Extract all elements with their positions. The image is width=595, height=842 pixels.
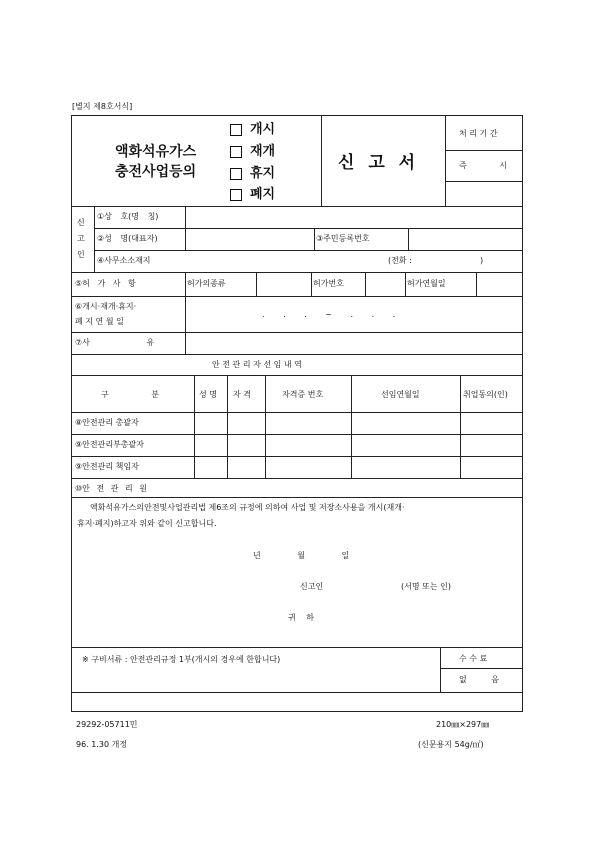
recipient-label: 귀 하: [288, 613, 314, 622]
office-address-label: ④사무소소재지: [97, 256, 151, 265]
dates-label-line1: ⑥개시·재개·휴지·: [75, 302, 137, 311]
option-resume[interactable]: 재개: [230, 144, 275, 159]
col-license-no: 자격증 번호: [282, 390, 324, 399]
fee-label: 수 수 료: [459, 654, 488, 663]
trade-name-label: ①상 호(명 칭): [97, 212, 159, 221]
applicant-side-label-2: 고: [77, 234, 85, 243]
declaration-line1: 액화석유가스의안전및사업관리법 제6조의 규정에 의하여 사업 및 저장소사용을 개시(재개·: [90, 503, 405, 512]
fee-value: 없 음: [459, 675, 499, 684]
option-close[interactable]: 폐지: [230, 187, 275, 202]
form-title-line1: 액화석유가스: [115, 144, 197, 160]
declaration-line2: 휴지·폐지)하고자 위와 같이 신고합니다.: [77, 519, 217, 528]
dates-label-line2: 폐 지 연 월 일: [75, 317, 124, 326]
document-code: 29292-05711민: [76, 720, 138, 729]
paper-size: 210㎜×297㎜: [436, 720, 490, 729]
checkbox-icon[interactable]: [230, 146, 242, 158]
permit-number-label: 허가번호: [313, 279, 344, 288]
checkbox-icon[interactable]: [230, 124, 242, 136]
form-title-line2: 충전사업등의: [115, 164, 197, 180]
col-category: 구 분: [101, 390, 159, 399]
permit-label: ⑤허 가 사 항: [75, 279, 136, 288]
row-safety-staff: ⑩안 전 관 리 원: [75, 484, 147, 493]
col-qualification: 자 격: [233, 390, 251, 399]
reason-label: ⑦사 유: [75, 338, 155, 347]
resident-no-label: ③주민등록번호: [316, 234, 370, 243]
safety-section-title: 안 전 관 리 자 선 임 내 역: [212, 360, 302, 369]
paper-type: (신문용지 54g/㎡): [418, 740, 484, 749]
representative-label: ②성 명(대표자): [97, 234, 158, 243]
reporter-label: 신고인: [300, 582, 324, 591]
permit-type-label: 허가의종류: [187, 279, 226, 288]
document-title: 신 고 서: [338, 153, 420, 173]
row-responsible-manager: ⑨안전관리 책임자: [75, 462, 139, 471]
permit-date-label: 허가연월일: [407, 279, 446, 288]
col-name: 성 명: [199, 390, 217, 399]
processing-period-value: 즉 시: [459, 161, 507, 170]
revision-date: 96. 1.30 개정: [76, 740, 128, 749]
phone-close: ): [480, 256, 484, 265]
row-deputy-manager: ⑨안전관리부총괄자: [75, 440, 144, 449]
attachments-note: ※ 구비서류 : 안전관리규정 1부(개시의 경우에 한합니다): [82, 655, 281, 664]
applicant-side-label-1: 신: [77, 218, 85, 227]
col-consent: 취업동의(인): [463, 390, 508, 399]
row-general-manager: ⑧안전관리 총괄자: [75, 418, 139, 427]
checkbox-icon[interactable]: [230, 168, 242, 180]
option-open[interactable]: 개시: [230, 122, 275, 137]
dates-value[interactable]: . . . ~ . . .: [262, 310, 396, 319]
option-suspend[interactable]: 휴지: [230, 166, 275, 181]
signature-label: (서명 또는 인): [401, 582, 451, 591]
processing-period-label: 처 리 기 간: [459, 129, 498, 138]
col-appointment-date: 선임연월일: [381, 390, 420, 399]
checkbox-icon[interactable]: [230, 189, 242, 201]
declaration-date: 년 월 일: [253, 551, 350, 560]
form-label: [별지 제8호서식]: [72, 102, 133, 111]
applicant-side-label-3: 인: [77, 250, 85, 259]
phone-label: (전화 :: [388, 256, 412, 265]
